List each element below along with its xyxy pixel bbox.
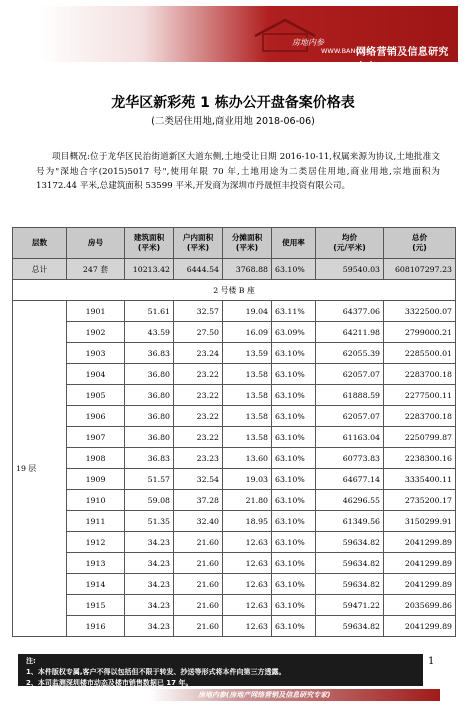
inner-area: 23.22 xyxy=(174,385,223,406)
avg-price: 64677.14 xyxy=(316,469,384,490)
avg-price: 61163.04 xyxy=(316,427,384,448)
building-area: 36.83 xyxy=(125,343,174,364)
avg-price: 61349.56 xyxy=(316,511,384,532)
inner-area: 23.22 xyxy=(174,364,223,385)
total-price: 2735200.17 xyxy=(384,490,456,511)
usage-rate: 63.10% xyxy=(272,364,316,385)
avg-price: 60773.83 xyxy=(316,448,384,469)
total-label: 总计 xyxy=(13,259,67,280)
building-area: 36.80 xyxy=(125,385,174,406)
total-price: 2238300.16 xyxy=(384,448,456,469)
total-shared: 3768.88 xyxy=(223,259,272,280)
usage-rate: 63.09% xyxy=(272,322,316,343)
room-number: 1905 xyxy=(67,385,125,406)
inner-area: 21.60 xyxy=(174,595,223,616)
avg-price: 64377.06 xyxy=(316,301,384,322)
table-row xyxy=(13,595,456,616)
building-area: 51.35 xyxy=(125,511,174,532)
page-number: 1 xyxy=(428,656,435,667)
total-price: 2250799.87 xyxy=(384,427,456,448)
room-number: 1915 xyxy=(67,595,125,616)
avg-price: 62055.39 xyxy=(316,343,384,364)
column-header: 分摊面积 (平米) xyxy=(223,228,272,259)
inner-area: 21.60 xyxy=(174,574,223,595)
total-price: 2799000.21 xyxy=(384,322,456,343)
room-number: 1904 xyxy=(67,364,125,385)
table-row xyxy=(13,616,456,637)
column-header: 户内面积 (平米) xyxy=(174,228,223,259)
header-banner xyxy=(38,6,458,73)
table-row xyxy=(13,553,456,574)
total-rate: 63.10% xyxy=(272,259,316,280)
usage-rate: 63.11% xyxy=(272,301,316,322)
avg-price: 59634.82 xyxy=(316,532,384,553)
shared-area: 19.03 xyxy=(223,469,272,490)
column-header: 层数 xyxy=(13,228,67,259)
building-area: 36.80 xyxy=(125,406,174,427)
table-row xyxy=(13,406,456,427)
inner-area: 23.22 xyxy=(174,427,223,448)
shared-area: 12.63 xyxy=(223,574,272,595)
building-area: 36.80 xyxy=(125,427,174,448)
room-number: 1912 xyxy=(67,532,125,553)
usage-rate: 63.10% xyxy=(272,469,316,490)
total-inner: 6444.54 xyxy=(174,259,223,280)
table-row xyxy=(13,448,456,469)
table-row xyxy=(13,532,456,553)
avg-price: 62057.07 xyxy=(316,406,384,427)
usage-rate: 63.10% xyxy=(272,574,316,595)
room-number: 1911 xyxy=(67,511,125,532)
usage-rate: 63.10% xyxy=(272,343,316,364)
usage-rate: 63.10% xyxy=(272,490,316,511)
table-row xyxy=(13,364,456,385)
building-area: 34.23 xyxy=(125,553,174,574)
shared-area: 13.58 xyxy=(223,406,272,427)
inner-area: 21.60 xyxy=(174,616,223,637)
room-number: 1916 xyxy=(67,616,125,637)
avg-price: 59634.82 xyxy=(316,574,384,595)
usage-rate: 63.10% xyxy=(272,616,316,637)
shared-area: 12.63 xyxy=(223,532,272,553)
shared-area: 12.63 xyxy=(223,595,272,616)
banner-url: WWW.BANQ.cn xyxy=(321,47,371,55)
total-price: 2283700.18 xyxy=(384,364,456,385)
room-number: 1910 xyxy=(67,490,125,511)
note-label: 注: xyxy=(26,657,36,665)
building-area: 36.83 xyxy=(125,448,174,469)
note-line-1: 1、本件版权专属,客户不得以包括但不限于转发、抄送等形式将本件向第三方透露。 xyxy=(26,668,286,676)
column-header: 总价 (元) xyxy=(384,228,456,259)
table-row xyxy=(13,574,456,595)
building-area: 34.23 xyxy=(125,532,174,553)
building-area: 34.23 xyxy=(125,616,174,637)
inner-area: 27.50 xyxy=(174,322,223,343)
floor-label: 19 层 xyxy=(13,301,67,637)
total-price: 2035699.86 xyxy=(384,595,456,616)
column-header: 使用率 xyxy=(272,228,316,259)
table-header-row xyxy=(13,228,456,259)
usage-rate: 63.10% xyxy=(272,553,316,574)
shared-area: 19.04 xyxy=(223,301,272,322)
shared-area: 13.60 xyxy=(223,448,272,469)
total-units: 247 套 xyxy=(67,259,125,280)
table-row xyxy=(13,301,456,322)
avg-price: 59471.22 xyxy=(316,595,384,616)
inner-area: 37.28 xyxy=(174,490,223,511)
avg-price: 59634.82 xyxy=(316,553,384,574)
page-subtitle: (二类居住用地,商业用地 2018-06-06) xyxy=(151,116,315,127)
footer-notes xyxy=(18,654,423,686)
room-number: 1901 xyxy=(67,301,125,322)
avg-price: 61888.59 xyxy=(316,385,384,406)
shared-area: 13.58 xyxy=(223,385,272,406)
shared-area: 13.59 xyxy=(223,343,272,364)
shared-area: 16.09 xyxy=(223,322,272,343)
inner-area: 21.60 xyxy=(174,532,223,553)
shared-area: 13.58 xyxy=(223,427,272,448)
inner-area: 23.22 xyxy=(174,406,223,427)
footer-bar-text: 房地内参(房地产网络营销及信息研究专家) xyxy=(198,691,331,699)
room-number: 1909 xyxy=(67,469,125,490)
avg-price: 59634.82 xyxy=(316,616,384,637)
inner-area: 21.60 xyxy=(174,553,223,574)
usage-rate: 63.10% xyxy=(272,448,316,469)
project-overview: 项目概况:位于龙华区民治街道新区大道东侧,土地受让日期 2016-10-11,权属来源为协议,土地批准文号为"深地合字(2015)5017 号",使用年限 70 年,土地用途为二类居住用地,商业用地,宗地面积为 13172.44 平米,总建筑面积 53599 平米,开发商为深圳市丹晟恒丰投资有限公司。 xyxy=(36,152,440,191)
avg-price: 62057.07 xyxy=(316,364,384,385)
building-area: 51.57 xyxy=(125,469,174,490)
usage-rate: 63.10% xyxy=(272,406,316,427)
usage-rate: 63.10% xyxy=(272,427,316,448)
inner-area: 23.24 xyxy=(174,343,223,364)
shared-area: 13.58 xyxy=(223,364,272,385)
total-price: 3322500.07 xyxy=(384,301,456,322)
avg-price: 64211.98 xyxy=(316,322,384,343)
building-area: 59.08 xyxy=(125,490,174,511)
total-price: 2277500.11 xyxy=(384,385,456,406)
table-row xyxy=(13,490,456,511)
table-row xyxy=(13,511,456,532)
footer-bar xyxy=(150,689,440,701)
usage-rate: 63.10% xyxy=(272,511,316,532)
total-price: 2041299.89 xyxy=(384,553,456,574)
column-header: 均价 (元/平米) xyxy=(316,228,384,259)
total-area: 10213.42 xyxy=(125,259,174,280)
table-row xyxy=(13,469,456,490)
inner-area: 32.40 xyxy=(174,511,223,532)
room-number: 1908 xyxy=(67,448,125,469)
total-price: 2041299.89 xyxy=(384,616,456,637)
building-area: 51.61 xyxy=(125,301,174,322)
building-area: 43.59 xyxy=(125,322,174,343)
shared-area: 12.63 xyxy=(223,616,272,637)
banner-org: 网络营销及信息研究专家 xyxy=(356,47,449,73)
room-number: 1913 xyxy=(67,553,125,574)
total-price: 3335400.11 xyxy=(384,469,456,490)
inner-area: 23.23 xyxy=(174,448,223,469)
room-number: 1903 xyxy=(67,343,125,364)
shared-area: 21.80 xyxy=(223,490,272,511)
table-row xyxy=(13,343,456,364)
total-price: 2041299.89 xyxy=(384,574,456,595)
total-price: 2285500.01 xyxy=(384,343,456,364)
avg-price: 46296.55 xyxy=(316,490,384,511)
total-price: 3150299.91 xyxy=(384,511,456,532)
section-row xyxy=(13,280,456,301)
building-area: 36.80 xyxy=(125,364,174,385)
price-table xyxy=(12,227,456,637)
usage-rate: 63.10% xyxy=(272,595,316,616)
column-header: 建筑面积 (平米) xyxy=(125,228,174,259)
total-price: 2041299.89 xyxy=(384,532,456,553)
building-area: 34.23 xyxy=(125,574,174,595)
page-title: 龙华区新彩苑 1 栋办公开盘备案价格表 xyxy=(111,95,355,111)
usage-rate: 63.10% xyxy=(272,385,316,406)
table-row xyxy=(13,322,456,343)
table-row xyxy=(13,385,456,406)
inner-area: 32.57 xyxy=(174,301,223,322)
logo-text: 房地内参 xyxy=(292,38,324,47)
room-number: 1907 xyxy=(67,427,125,448)
shared-area: 18.95 xyxy=(223,511,272,532)
inner-area: 32.54 xyxy=(174,469,223,490)
note-line-2: 2、本司监测深圳楼市动态及楼市销售数据已 17 年。 xyxy=(26,679,193,687)
column-header: 房号 xyxy=(67,228,125,259)
table-row xyxy=(13,427,456,448)
total-row xyxy=(13,259,456,280)
total-avg: 59540.03 xyxy=(316,259,384,280)
total-price: 2283700.18 xyxy=(384,406,456,427)
room-number: 1914 xyxy=(67,574,125,595)
section-label: 2 号楼 B 座 xyxy=(13,280,456,301)
room-number: 1902 xyxy=(67,322,125,343)
room-number: 1906 xyxy=(67,406,125,427)
shared-area: 12.63 xyxy=(223,553,272,574)
total-price: 608107297.23 xyxy=(384,259,456,280)
usage-rate: 63.10% xyxy=(272,532,316,553)
building-area: 34.23 xyxy=(125,595,174,616)
